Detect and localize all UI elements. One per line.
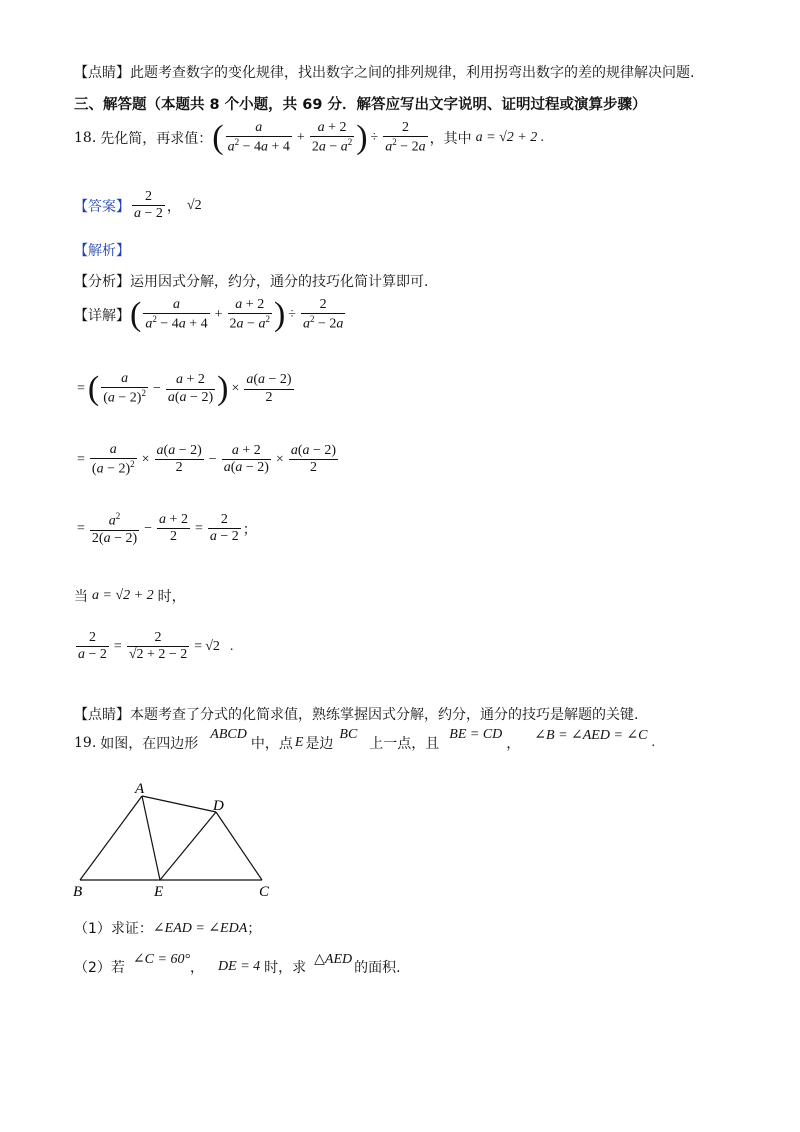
final-computation: $\frac{2}{a - 2}$ = $\frac{2}{√2 + 2 - 2}$ = √2 . (78, 630, 234, 663)
label-a: A (135, 781, 145, 797)
segment-ae (142, 796, 160, 880)
section-title: 三、解答题（本题共 8 个小题，共 69 分．解答应写出文字说明、证明过程或演算步骤） (74, 97, 647, 113)
q18-remark-tag: 【点睛】 (74, 707, 130, 723)
part2-c: ∠C = 60° (132, 951, 191, 967)
q19-cond2: ∠B = ∠AED = ∠C (534, 727, 648, 743)
q19-quad: ABCD (210, 727, 247, 742)
segment-cd (216, 812, 262, 880)
q19-sep: ， (506, 736, 521, 752)
part2-label: （2）若 (74, 960, 125, 976)
fenxi-tag: 【分析】 (74, 274, 130, 290)
label-b: B (73, 884, 83, 900)
q19-mid1: 中，点 (250, 736, 293, 752)
q19-cond1: BE = CD (449, 727, 503, 742)
q19-intro: 如图，在四边形 (100, 736, 199, 752)
step-3: = $\frac{a^2}{2(a - 2)}$ − $\frac{a + 2}{2}$ = $\frac{2}{a - 2}$ ； (77, 511, 257, 546)
part2-tri: △AED (314, 951, 353, 967)
segment-ed (160, 812, 216, 880)
label-e: E (154, 884, 164, 900)
previous-remark (74, 62, 694, 82)
q18-remark (74, 704, 638, 724)
substitute-value: a = √2 + 2 (92, 588, 154, 603)
q18-condition: a = √2 + 2 . (475, 130, 545, 145)
part2-sep: ， (190, 960, 205, 976)
q18-frac3: $\frac{2}{a^2 - 2a}$ (385, 120, 426, 155)
remark-tag: 【点睛】 (74, 65, 130, 81)
segment-ab (80, 796, 142, 880)
answer-frac: $\frac{2}{a - 2}$ (134, 189, 163, 222)
q19-point-e: E (294, 735, 304, 750)
part2-mid: 时，求 (264, 960, 307, 976)
fenxi-text: 运用因式分解，约分，通分的技巧化简计算即可. (130, 274, 429, 290)
label-d: D (213, 798, 224, 814)
q19-part-1 (74, 918, 261, 938)
remark-text: 此题考查数字的变化规律，找出数字之间的排列规律，利用拐弯出数字的差的规律解决问题. (130, 65, 695, 81)
part1-end: ； (247, 921, 262, 937)
q19-mid2: 是边 (305, 736, 334, 752)
step-semicolon: ； (242, 521, 257, 538)
q19-end: . (651, 735, 655, 750)
q18-frac2: $\frac{a + 2}{2a - a^2}$ (311, 120, 353, 155)
question-19 (74, 727, 655, 753)
part2-de: DE = 4 (218, 959, 261, 974)
q18-number: 18. (74, 130, 97, 146)
q18-remark-text: 本题考查了分式的化简求值，熟练掌握因式分解，约分，通分的技巧是解题的关键. (130, 707, 639, 723)
q19-mid3: 上一点，且 (369, 736, 440, 752)
detail-tag: 【详解】 (74, 308, 130, 324)
part1-expr: ∠EAD = ∠EDA (152, 920, 248, 936)
part1-label: （1）求证： (74, 921, 153, 937)
step-1: = ( $\frac{a}{(a - 2)^2}$ − $\frac{a + 2}{a(a - 2)}$ ) × $\frac{a(a - 2)}{2}$ (77, 370, 292, 407)
analysis-tag: 【解析】 (74, 243, 130, 259)
substitute-prefix: 当 (74, 589, 88, 605)
answer-tag: 【答案】 (74, 198, 130, 215)
detail-line: 【详解】 ( $\frac{a}{a^2 - 4a + 4}$ + $\frac{a + 2}{2a - a^2}$ ) ÷ $\frac{2}{a^2 - 2a}$ (74, 296, 344, 333)
substitute-line (74, 586, 186, 606)
answer-value: √2 (186, 197, 202, 213)
answer-sep: ， (166, 198, 181, 215)
q19-part-2 (74, 951, 401, 977)
step-2: = $\frac{a}{(a - 2)^2}$ × $\frac{a(a - 2)}{2}$ − $\frac{a + 2}{a(a - 2)}$ × $\frac{a(a - 2)}{2}$ (77, 442, 337, 477)
question-18: 18. 先化简，再求值： ( $\frac{a}{a^2 - 4a + 4}$ + $\frac{a + 2}{2a - a^2}$ ) ÷ $\frac{2}{a^2 - 2a}$ ，其中 a = √2 + 2 . (74, 119, 545, 156)
answer-line (74, 189, 202, 222)
q18-frac1: $\frac{a}{a^2 - 4a + 4}$ (227, 120, 290, 155)
substitute-suffix: 时， (157, 589, 186, 605)
label-c: C (259, 884, 270, 900)
q19-edge: BC (339, 727, 358, 742)
segment-da (142, 796, 216, 812)
q19-number: 19. (74, 735, 97, 751)
quadrilateral-figure (70, 778, 290, 904)
q18-condition-prefix: ，其中 (429, 131, 472, 147)
q18-intro: 先化简，再求值： (100, 131, 213, 147)
part2-end: 的面积. (354, 960, 401, 976)
fenxi-line (74, 271, 428, 291)
